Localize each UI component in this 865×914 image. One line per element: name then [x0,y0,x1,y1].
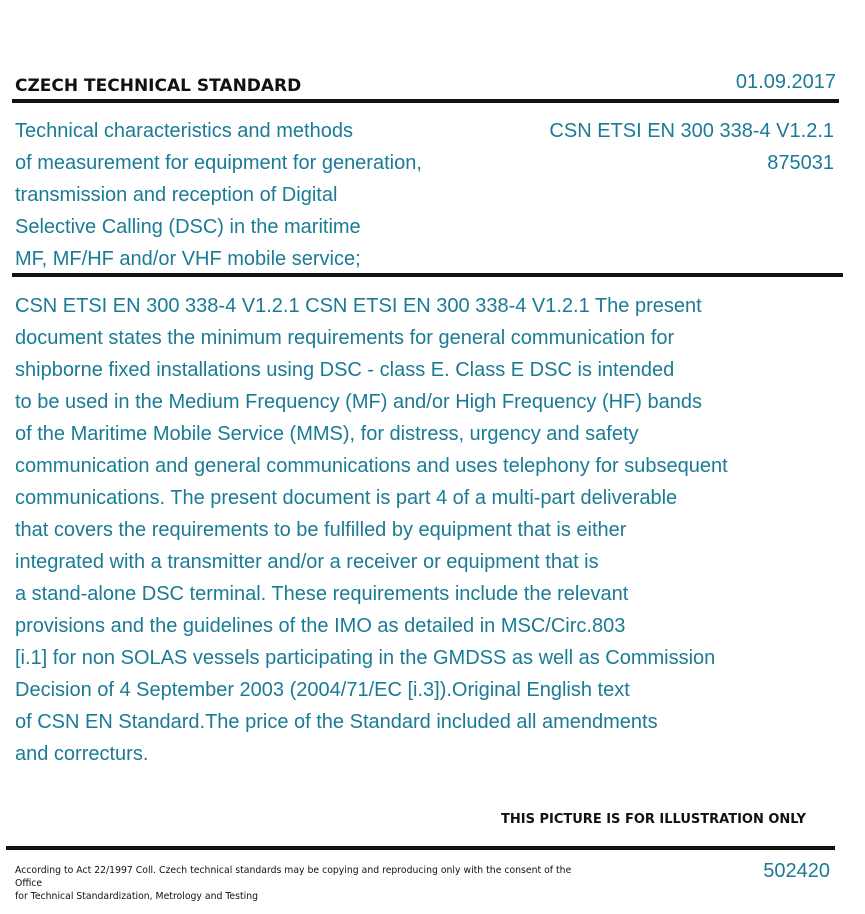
title-divider [12,273,843,277]
abstract-text: CSN ETSI EN 300 338-4 V1.2.1 CSN ETSI EN 300 338-4 V1.2.1 The present document states the minimum requirements for general communication for shipborne fixed installations using DSC - class E. Class E DSC is intended to be used in the Medium Frequency (MF) and/or High Frequency (HF) bands of the Maritime Mobile Service (MMS), for distress, urgency and safety communication and general communications and uses telephony for subsequent communications. The present document is part 4 of a multi-part deliverable that covers the requirements to be fulfilled by equipment that is either integrated with a transmitter and/or a receiver or equipment that is a stand-alone DSC terminal. These requirements include the relevant provisions and the guidelines of the IMO as detailed in MSC/Circ.803 [i.1] for non SOLAS vessels participating in the GMDSS as well as Commission Decision of 4 September 2003 (2004/71/EC [i.3]).Original English text of CSN EN Standard.The price of the Standard included all amendments and correcturs. [15,295,728,765]
illustration-notice: THIS PICTURE IS FOR ILLUSTRATION ONLY [501,812,806,827]
standard-title: Technical characteristics and methods of measurement for equipment for generation, transmission and reception of Digital Selective Calling (DSC) in the maritime MF, MF/HF and/or VHF mobile service; [15,120,422,270]
catalog-number: 875031 [767,152,834,174]
standard-identifiers [549,115,834,179]
footer-divider [6,846,835,850]
header-divider [12,99,839,103]
legal-notice: According to Act 22/1997 Coll. Czech technical standards may be copying and reproducing only with the consent of the Office for Technical Standardization, Metrology and Testing [15,865,572,902]
document-type-label: CZECH TECHNICAL STANDARD [15,76,302,96]
standard-number: CSN ETSI EN 300 338-4 V1.2.1 [549,120,834,142]
product-code: 502420 [763,860,830,882]
publication-date: 01.09.2017 [735,71,836,93]
